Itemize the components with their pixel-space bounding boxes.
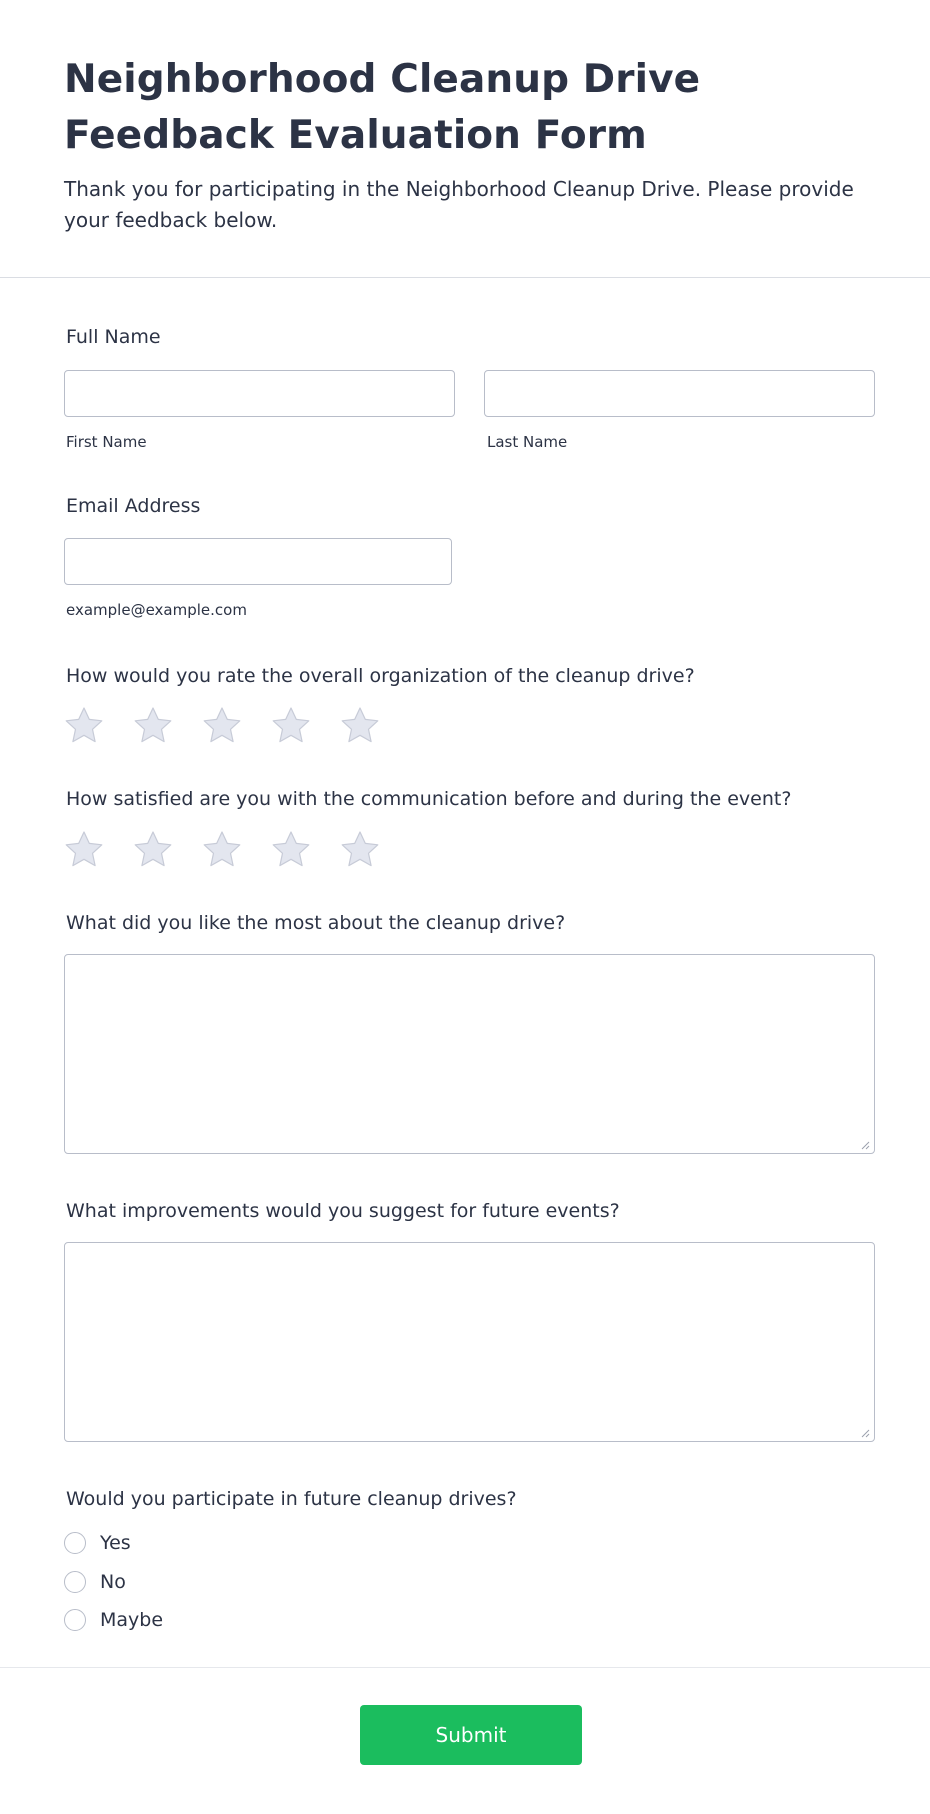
radio-circle-icon[interactable] bbox=[64, 1571, 86, 1593]
star-icon[interactable] bbox=[269, 704, 313, 748]
radio-circle-icon[interactable] bbox=[64, 1532, 86, 1554]
communication-rating-label: How satisfied are you with the communication before and during the event? bbox=[66, 788, 792, 810]
improvements-textarea[interactable] bbox=[64, 1242, 875, 1442]
star-icon[interactable] bbox=[62, 828, 106, 872]
star-icon[interactable] bbox=[131, 828, 175, 872]
radio-label-yes: Yes bbox=[100, 1532, 131, 1554]
form-footer-divider bbox=[0, 1667, 930, 1668]
organization-rating-label: How would you rate the overall organization of the cleanup drive? bbox=[66, 665, 695, 687]
organization-rating-stars[interactable] bbox=[62, 704, 407, 748]
last-name-sublabel: Last Name bbox=[487, 433, 568, 451]
star-icon[interactable] bbox=[338, 704, 382, 748]
improvements-label: What improvements would you suggest for future events? bbox=[66, 1200, 620, 1222]
email-sublabel: example@example.com bbox=[66, 601, 247, 619]
resize-handle-icon[interactable] bbox=[860, 1428, 870, 1438]
full-name-label: Full Name bbox=[66, 326, 161, 348]
radio-circle-icon[interactable] bbox=[64, 1609, 86, 1631]
radio-option-maybe[interactable] bbox=[64, 1607, 163, 1633]
radio-label-no: No bbox=[100, 1571, 126, 1593]
star-icon[interactable] bbox=[200, 704, 244, 748]
radio-label-maybe: Maybe bbox=[100, 1609, 164, 1631]
first-name-input[interactable] bbox=[64, 370, 455, 417]
star-icon[interactable] bbox=[131, 704, 175, 748]
email-input[interactable] bbox=[64, 538, 452, 585]
first-name-sublabel: First Name bbox=[66, 433, 147, 451]
star-icon[interactable] bbox=[200, 828, 244, 872]
resize-handle-icon[interactable] bbox=[860, 1140, 870, 1150]
last-name-input[interactable] bbox=[484, 370, 875, 417]
star-icon[interactable] bbox=[338, 828, 382, 872]
submit-button[interactable]: Submit bbox=[360, 1705, 582, 1765]
radio-option-yes[interactable] bbox=[64, 1530, 131, 1556]
communication-rating-stars[interactable] bbox=[62, 828, 407, 872]
liked-most-textarea[interactable] bbox=[64, 954, 875, 1154]
star-icon[interactable] bbox=[269, 828, 313, 872]
participate-label: Would you participate in future cleanup drives? bbox=[66, 1488, 517, 1510]
form-description: Thank you for participating in the Neighborhood Cleanup Drive. Please provide your feedback below. bbox=[64, 177, 854, 232]
form-title: Neighborhood Cleanup Drive Feedback Evaluation Form bbox=[64, 57, 701, 158]
liked-most-label: What did you like the most about the cleanup drive? bbox=[66, 912, 566, 934]
star-icon[interactable] bbox=[62, 704, 106, 748]
email-label: Email Address bbox=[66, 495, 201, 517]
radio-option-no[interactable] bbox=[64, 1569, 126, 1595]
form-header bbox=[0, 0, 930, 278]
